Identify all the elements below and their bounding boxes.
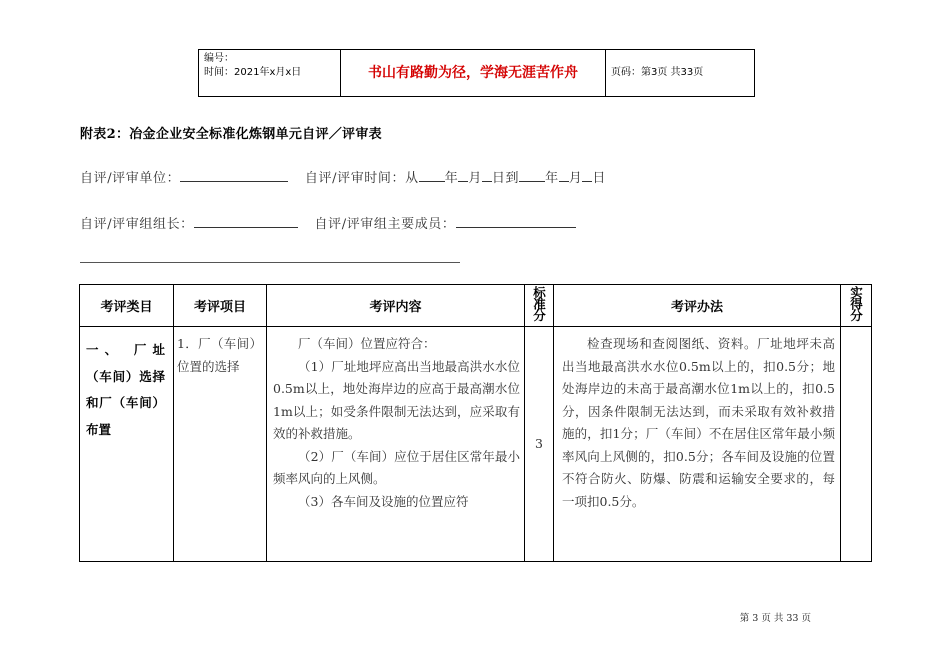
evaluation-table bbox=[79, 284, 872, 562]
header-meta bbox=[199, 50, 341, 96]
end-day-blank[interactable] bbox=[582, 170, 592, 182]
row-category: 一、 厂址（车间）选择和厂（车间）布置 bbox=[80, 327, 174, 562]
content-clause-2: （2）厂（车间）应位于居住区常年最小频率风向的上风侧。 bbox=[273, 448, 520, 486]
time-month-b: 月 bbox=[568, 171, 583, 186]
content-clause-1: （1）厂址地坪应高出当地最高洪水水位0.5m以上，地处海岸边的应高于最高潮水位1m以上；如受条件限制无法达到，应采取有效的补救措施。 bbox=[273, 358, 520, 441]
header-number: 编号： bbox=[204, 53, 234, 64]
leader-label: 自评/评审组组长： bbox=[80, 217, 194, 232]
content-intro: 厂（车间）位置应符合： bbox=[298, 336, 436, 351]
time-label: 自评/评审时间：从 bbox=[304, 171, 419, 186]
header-motto: 书山有路勤为径，学海无涯苦作舟 bbox=[341, 50, 606, 96]
members-blank[interactable] bbox=[456, 216, 576, 228]
members-label: 自评/评审组主要成员： bbox=[314, 217, 456, 232]
time-year-a: 年 bbox=[444, 171, 459, 186]
end-year-blank[interactable] bbox=[519, 170, 545, 182]
unit-label: 自评/评审单位： bbox=[80, 171, 181, 186]
header-actual-score: 实得分 bbox=[841, 285, 872, 327]
row-content bbox=[267, 327, 525, 562]
document-header bbox=[198, 49, 755, 97]
table-row bbox=[80, 327, 872, 562]
start-year-blank[interactable] bbox=[419, 170, 445, 182]
leader-blank[interactable] bbox=[194, 216, 298, 228]
leader-members-line bbox=[80, 213, 576, 232]
start-month-blank[interactable] bbox=[458, 170, 468, 182]
header-time: 时间：2021年x月x日 bbox=[204, 67, 302, 78]
time-year-b: 年 bbox=[545, 171, 559, 186]
time-day-to: 日到 bbox=[491, 171, 520, 186]
start-day-blank[interactable] bbox=[482, 170, 492, 182]
end-month-blank[interactable] bbox=[559, 170, 569, 182]
row-method bbox=[554, 327, 841, 562]
method-text: 检查现场和查阅图纸、资料。厂址地坪未高出当地最高洪水水位0.5m以上的，扣0.5分；地处海岸边的未高于最高潮水位1m以上的，扣0.5分，因条件限制无法达到，而未采取有效补救措施的，扣1分；厂（车间）不在居住区常年最小频率风向上风侧的，扣0.5分；各车间及设施的位置不符合防火、防爆、防震和运输安全要求的，每一项扣0.5分。 bbox=[562, 336, 835, 509]
row-actual-score[interactable] bbox=[841, 327, 872, 562]
unit-time-line bbox=[80, 167, 606, 186]
header-category: 考评类目 bbox=[80, 285, 174, 327]
unit-blank[interactable] bbox=[180, 170, 288, 182]
separator-line bbox=[80, 262, 460, 263]
header-standard-score: 标准分 bbox=[525, 285, 554, 327]
page-footer: 第 3 页 共 33 页 bbox=[739, 613, 811, 624]
content-clause-3: （3）各车间及设施的位置应符 bbox=[298, 493, 469, 509]
time-day-end: 日 bbox=[592, 171, 606, 186]
header-method: 考评办法 bbox=[554, 285, 841, 327]
header-item: 考评项目 bbox=[174, 285, 267, 327]
header-content: 考评内容 bbox=[267, 285, 525, 327]
row-standard-score: 3 bbox=[525, 327, 554, 562]
document-title: 附表2：冶金企业安全标准化炼钢单元自评／评审表 bbox=[80, 127, 382, 142]
table-header-row bbox=[80, 285, 872, 327]
time-month-a: 月 bbox=[468, 171, 482, 186]
header-page-info: 页码：第3页 共33页 bbox=[611, 67, 704, 78]
row-item: 1．厂（车间）位置的选择 bbox=[174, 327, 267, 562]
